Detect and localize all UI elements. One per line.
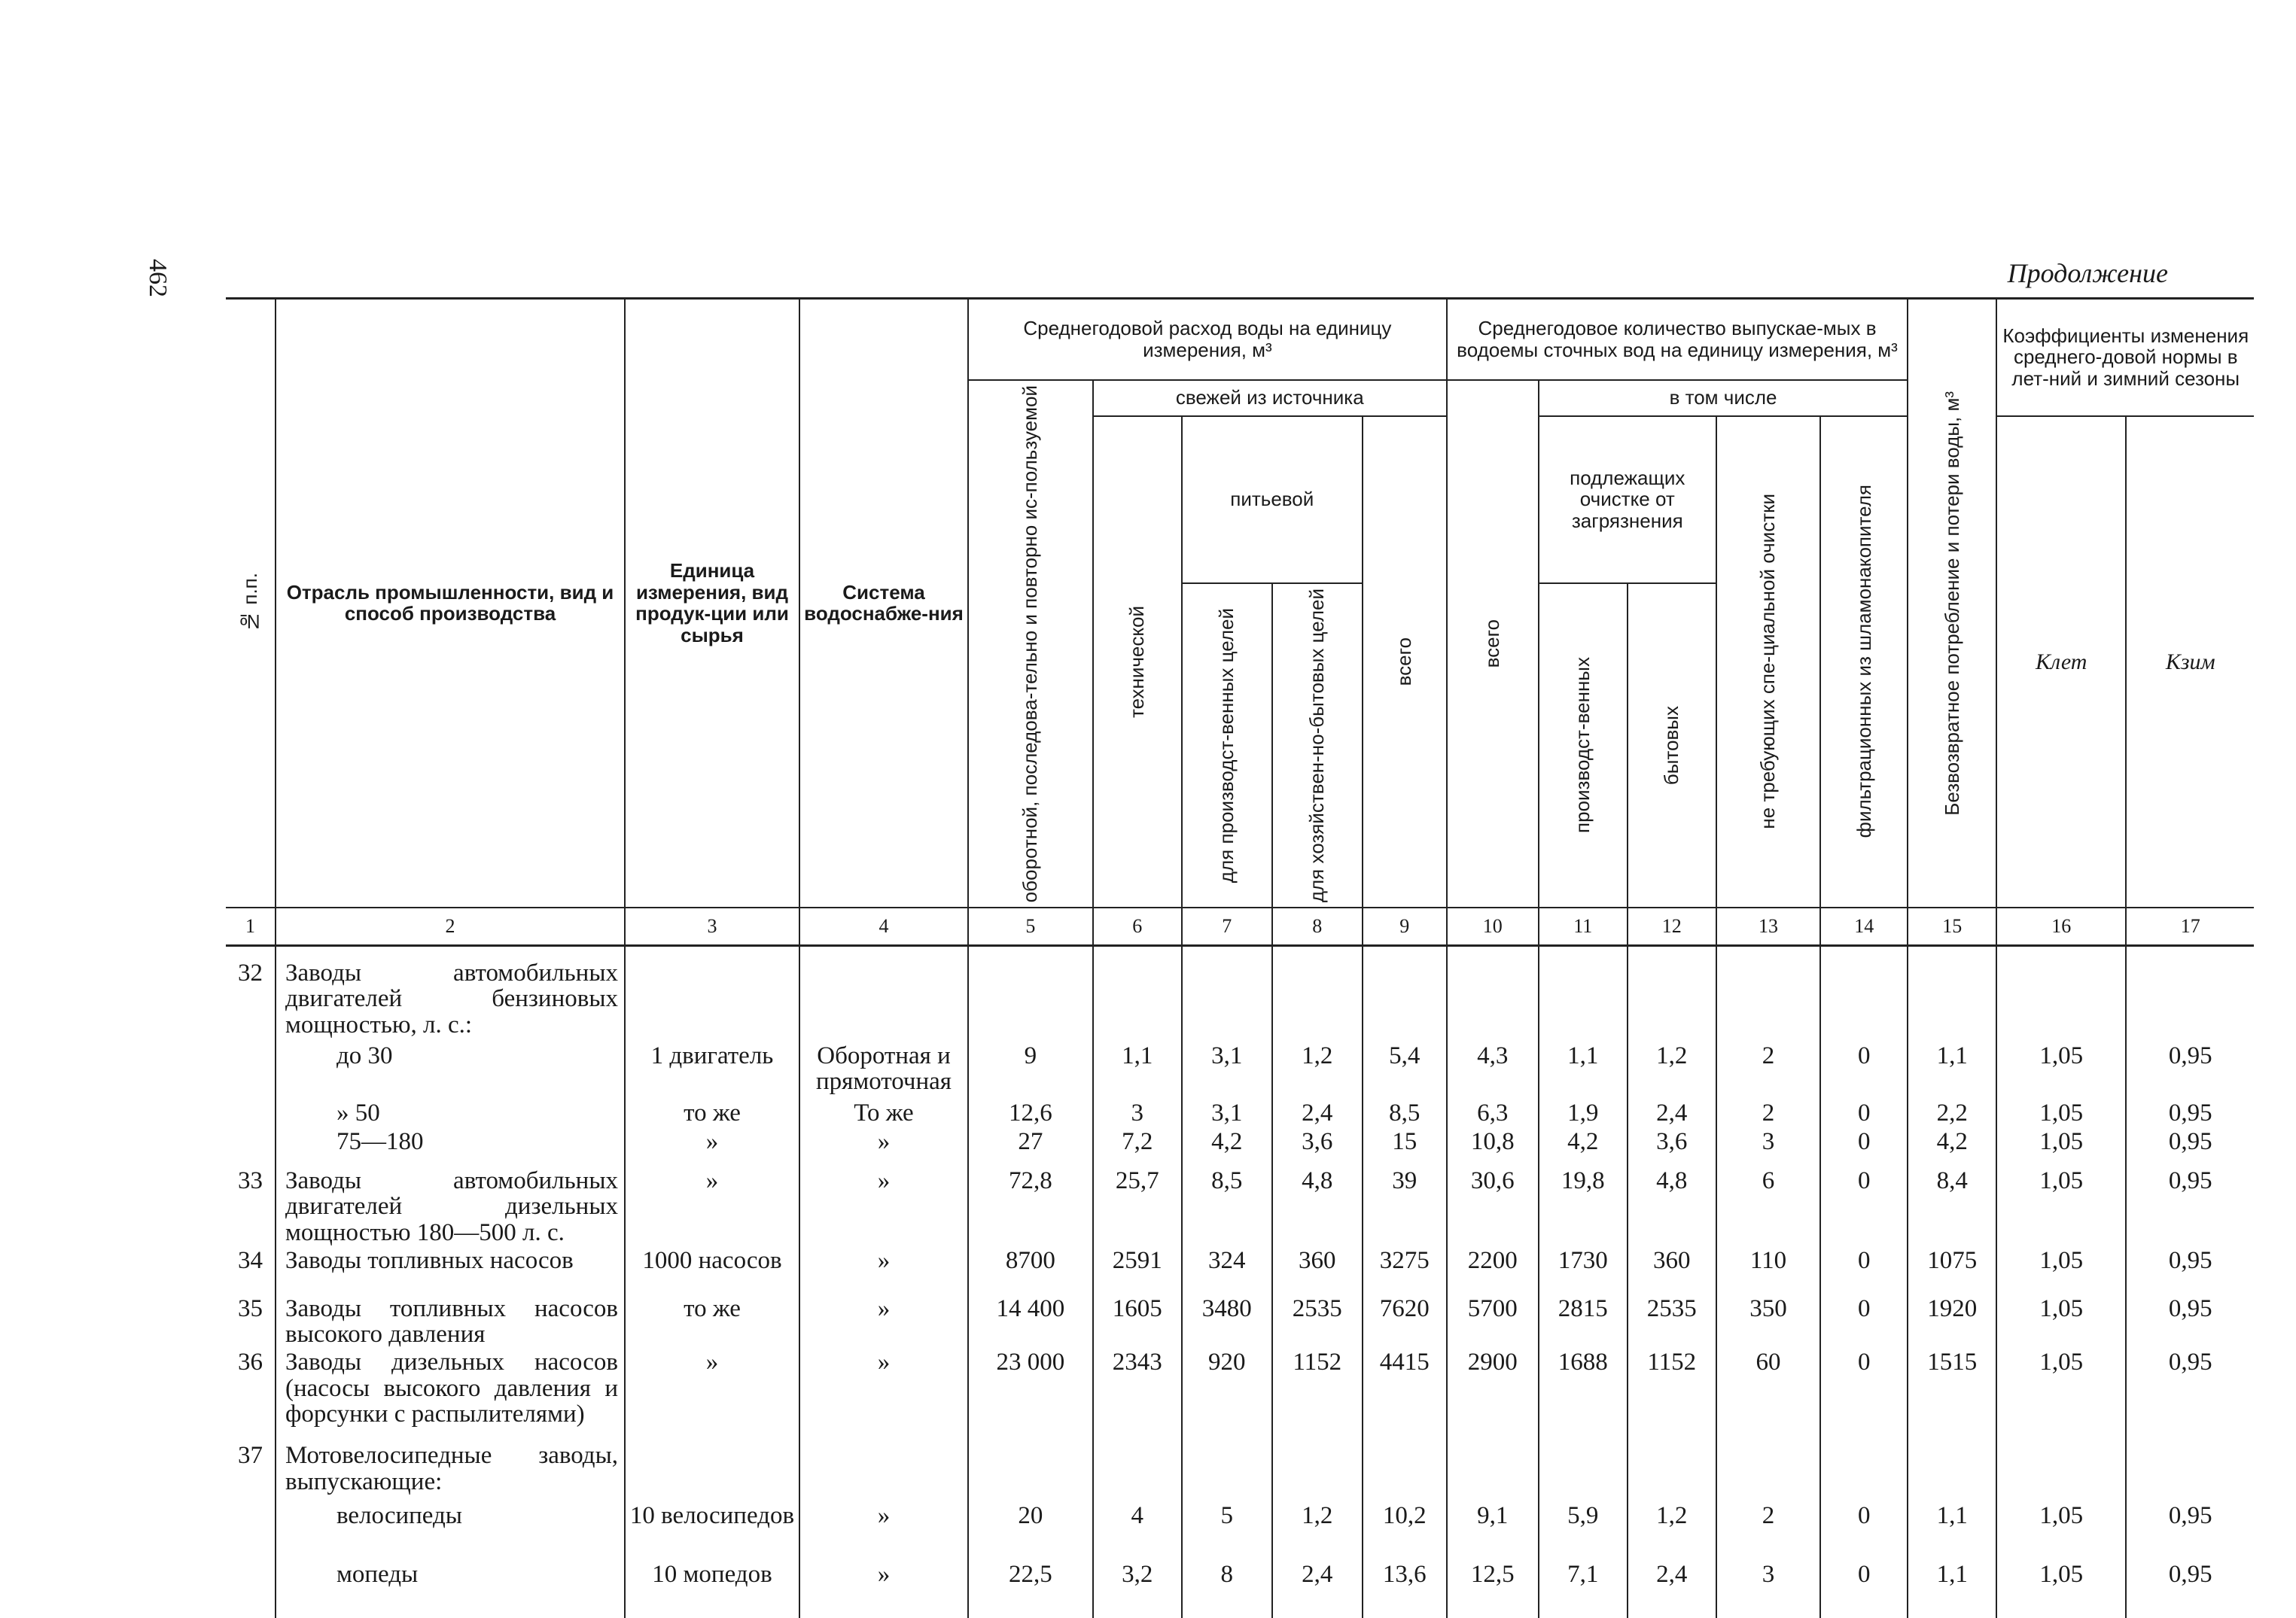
row-value: 1920	[1908, 1294, 1996, 1348]
table-row	[226, 1246, 2254, 1294]
row-value: 23 000	[968, 1348, 1093, 1441]
row-number	[226, 1501, 276, 1560]
col-number: 9	[1363, 908, 1447, 946]
row-value	[1363, 1441, 1447, 1501]
table-row	[226, 959, 2254, 1042]
row-number: 35	[238, 1294, 263, 1322]
row-value	[1093, 1441, 1182, 1501]
header-num: № п.п.	[226, 299, 276, 908]
row-industry: Заводы дизельных насосов (насосы высокого давления и форсунки с распылителями)	[276, 1348, 625, 1441]
row-value: 350	[1716, 1294, 1820, 1348]
row-value: 4415	[1363, 1348, 1447, 1441]
row-value	[1447, 1441, 1539, 1501]
row-value: 3,1	[1182, 1042, 1272, 1099]
row-value: 4	[1093, 1501, 1182, 1560]
row-value	[1908, 1441, 1996, 1501]
row-value	[1447, 959, 1539, 1042]
row-value: 15	[1363, 1127, 1447, 1166]
row-value: 2,4	[1628, 1099, 1716, 1127]
col-number: 15	[1908, 908, 1996, 946]
row-value: 1075	[1908, 1246, 1996, 1294]
header-water-use: Среднегодовой расход воды на единицу измерения, м³	[968, 299, 1447, 380]
row-value: 4,8	[1272, 1166, 1363, 1246]
row-value: 0	[1820, 1348, 1908, 1441]
row-value: 2815	[1539, 1294, 1628, 1348]
row-value: 1,05	[1996, 1294, 2126, 1348]
table-row	[226, 1099, 2254, 1127]
row-value: 8,5	[1182, 1166, 1272, 1246]
row-value: 6	[1716, 1166, 1820, 1246]
row-number: 33	[238, 1166, 263, 1194]
row-unit: то же	[625, 1294, 799, 1348]
row-value: 0	[1820, 1501, 1908, 1560]
row-value: 3	[1716, 1560, 1820, 1618]
row-value: 2	[1716, 1501, 1820, 1560]
header-fresh-total: всего	[1363, 416, 1447, 908]
col-number: 12	[1628, 908, 1716, 946]
row-system: »	[799, 1501, 968, 1560]
row-value: 6,3	[1447, 1099, 1539, 1127]
row-value: 1152	[1628, 1348, 1716, 1441]
table-row	[226, 1501, 2254, 1560]
row-unit: 1 двигатель	[625, 1042, 799, 1099]
col-number: 16	[1996, 908, 2126, 946]
row-value	[1539, 959, 1628, 1042]
row-value: 0,95	[2126, 1246, 2254, 1294]
row-system: Оборотная и прямоточная	[799, 1042, 968, 1099]
col-number: 17	[2126, 908, 2254, 946]
table-header	[226, 299, 2254, 946]
row-system	[799, 959, 968, 1042]
col-number: 4	[799, 908, 968, 946]
header-industrial: производст-венных	[1539, 583, 1628, 908]
row-unit: то же	[625, 1099, 799, 1127]
row-value: 2,4	[1272, 1099, 1363, 1127]
row-value: 1,1	[1539, 1042, 1628, 1099]
row-value: 1,2	[1272, 1042, 1363, 1099]
row-value: 0,95	[2126, 1560, 2254, 1618]
row-value: 3,6	[1628, 1127, 1716, 1166]
row-value: 1,2	[1628, 1501, 1716, 1560]
row-value	[1182, 1441, 1272, 1501]
row-system: »	[799, 1560, 968, 1618]
row-value: 1,2	[1272, 1501, 1363, 1560]
row-value	[1716, 1441, 1820, 1501]
row-value: 0,95	[2126, 1294, 2254, 1348]
row-value	[968, 1441, 1093, 1501]
row-value: 2535	[1628, 1294, 1716, 1348]
header-coeffs: Коэффициенты изменения среднего-довой нормы в лет-ний и зимний сезоны	[1996, 299, 2254, 416]
col-number: 8	[1272, 908, 1363, 946]
col-number: 5	[968, 908, 1093, 946]
row-value: 0	[1820, 1042, 1908, 1099]
row-number	[226, 1042, 276, 1099]
row-number: 37	[238, 1442, 263, 1470]
row-value: 3,2	[1093, 1560, 1182, 1618]
col-number: 11	[1539, 908, 1628, 946]
row-industry: Заводы автомобильных двигателей бензиновых мощностью, л. с.:	[276, 959, 625, 1042]
header-unit: Единица измерения, вид продук-ции или сырья	[625, 299, 799, 908]
row-value: 5700	[1447, 1294, 1539, 1348]
row-value: 0	[1820, 1294, 1908, 1348]
row-number: 34	[238, 1246, 263, 1274]
row-unit: 1000 насосов	[625, 1246, 799, 1294]
header-system: Система водоснабже-ния	[799, 299, 968, 908]
row-unit	[625, 959, 799, 1042]
row-value: 2900	[1447, 1348, 1539, 1441]
row-value: 360	[1272, 1246, 1363, 1294]
row-value: 2200	[1447, 1246, 1539, 1294]
row-system: »	[799, 1166, 968, 1246]
row-value: 0	[1820, 1560, 1908, 1618]
row-value: 3,6	[1272, 1127, 1363, 1166]
row-industry: Мотовелосипедные заводы, выпускающие:	[276, 1441, 625, 1501]
row-value: 1,1	[1908, 1042, 1996, 1099]
row-value: 1,05	[1996, 1246, 2126, 1294]
row-industry: 75—180	[276, 1127, 625, 1166]
row-value: 2,4	[1628, 1560, 1716, 1618]
col-number: 1	[226, 908, 276, 946]
row-value: 4,8	[1628, 1166, 1716, 1246]
row-system: »	[799, 1348, 968, 1441]
row-number	[226, 1127, 276, 1166]
row-value: 2535	[1272, 1294, 1363, 1348]
page-number: 462	[144, 259, 172, 297]
water-norms-table	[226, 297, 2254, 1618]
row-value: 4,2	[1539, 1127, 1628, 1166]
row-value: 2591	[1093, 1246, 1182, 1294]
row-value: 4,2	[1182, 1127, 1272, 1166]
row-value: 5	[1182, 1501, 1272, 1560]
header-including: в том числе	[1539, 380, 1908, 416]
row-value	[1628, 959, 1716, 1042]
row-value	[1908, 959, 1996, 1042]
row-value: 25,7	[1093, 1166, 1182, 1246]
table-body	[226, 945, 2254, 1617]
row-value: 0,95	[2126, 1348, 2254, 1441]
row-unit	[625, 1441, 799, 1501]
row-unit: 10 велосипедов	[625, 1501, 799, 1560]
table-row	[226, 1042, 2254, 1099]
row-system: »	[799, 1294, 968, 1348]
row-system: То же	[799, 1099, 968, 1127]
row-number	[226, 1099, 276, 1127]
row-value: 1,2	[1628, 1042, 1716, 1099]
row-industry: мопеды	[276, 1560, 625, 1618]
row-value: 3,1	[1182, 1099, 1272, 1127]
row-value: 8	[1182, 1560, 1272, 1618]
row-value: 5,9	[1539, 1501, 1628, 1560]
row-value: 9,1	[1447, 1501, 1539, 1560]
row-industry: Заводы автомобильных двигателей дизельных мощностью 180—500 л. с.	[276, 1166, 625, 1246]
row-value: 0	[1820, 1166, 1908, 1246]
row-value: 1,1	[1093, 1042, 1182, 1099]
table-row	[226, 1441, 2254, 1501]
header-technical: технической	[1093, 416, 1182, 908]
col-number: 10	[1447, 908, 1539, 946]
row-value	[1996, 959, 2126, 1042]
row-value: 8,4	[1908, 1166, 1996, 1246]
row-value: 1,1	[1908, 1501, 1996, 1560]
row-unit: »	[625, 1166, 799, 1246]
row-value	[1272, 959, 1363, 1042]
row-value: 1,05	[1996, 1560, 2126, 1618]
row-value: 5,4	[1363, 1042, 1447, 1099]
row-value: 1605	[1093, 1294, 1182, 1348]
row-value: 10,8	[1447, 1127, 1539, 1166]
row-value	[1272, 1441, 1363, 1501]
row-industry: велосипеды	[276, 1501, 625, 1560]
row-industry: Заводы топливных насосов высокого давления	[276, 1294, 625, 1348]
col-number: 14	[1820, 908, 1908, 946]
row-value: 920	[1182, 1348, 1272, 1441]
row-value: 7,1	[1539, 1560, 1628, 1618]
row-value	[1716, 959, 1820, 1042]
row-value	[1093, 959, 1182, 1042]
row-value	[1363, 959, 1447, 1042]
column-number-row	[226, 908, 2254, 946]
row-value: 360	[1628, 1246, 1716, 1294]
row-value: 2,2	[1908, 1099, 1996, 1127]
row-number: 32	[238, 959, 263, 987]
row-value: 9	[968, 1042, 1093, 1099]
row-value: 0,95	[2126, 1042, 2254, 1099]
row-value: 20	[968, 1501, 1093, 1560]
row-value: 27	[968, 1127, 1093, 1166]
header-to-treat: подлежащих очистке от загрязнения	[1539, 416, 1716, 583]
row-unit: »	[625, 1348, 799, 1441]
row-value: 3	[1093, 1099, 1182, 1127]
row-value: 8700	[968, 1246, 1093, 1294]
row-value: 7,2	[1093, 1127, 1182, 1166]
row-value: 60	[1716, 1348, 1820, 1441]
col-number: 2	[276, 908, 625, 946]
row-value: 4,3	[1447, 1042, 1539, 1099]
row-value	[2126, 1441, 2254, 1501]
row-value: 0,95	[2126, 1166, 2254, 1246]
row-value: 1688	[1539, 1348, 1628, 1441]
row-value	[1820, 1441, 1908, 1501]
row-industry: » 50	[276, 1099, 625, 1127]
col-number: 7	[1182, 908, 1272, 946]
row-value: 2,4	[1272, 1560, 1363, 1618]
header-drinking: питьевой	[1182, 416, 1363, 583]
row-value: 4,2	[1908, 1127, 1996, 1166]
row-value	[1996, 1441, 2126, 1501]
row-system: »	[799, 1246, 968, 1294]
header-k-summer: Kлет	[1996, 416, 2126, 908]
header-irrecoverable: Безвозвратное потребление и потери воды, м³	[1908, 299, 1996, 908]
col-number: 13	[1716, 908, 1820, 946]
header-no-treatment: не требующих спе-циальной очистки	[1716, 416, 1820, 908]
header-industry: Отрасль промышленности, вид и способ производства	[276, 299, 625, 908]
table-row	[226, 1166, 2254, 1246]
header-drinking-prod: для производст-венных целей	[1182, 583, 1272, 908]
row-value	[1820, 959, 1908, 1042]
header-drinking-household: для хозяйствен-но-бытовых целей	[1272, 583, 1363, 908]
row-value: 14 400	[968, 1294, 1093, 1348]
row-value: 10,2	[1363, 1501, 1447, 1560]
header-household: бытовых	[1628, 583, 1716, 908]
row-value: 1730	[1539, 1246, 1628, 1294]
row-value: 22,5	[968, 1560, 1093, 1618]
row-value: 2	[1716, 1099, 1820, 1127]
row-value: 1,05	[1996, 1099, 2126, 1127]
row-value: 30,6	[1447, 1166, 1539, 1246]
row-value: 1,1	[1908, 1560, 1996, 1618]
row-value: 3	[1716, 1127, 1820, 1166]
row-value: 3480	[1182, 1294, 1272, 1348]
row-value: 0,95	[2126, 1501, 2254, 1560]
row-value: 0	[1820, 1127, 1908, 1166]
header-k-winter: Kзим	[2126, 416, 2254, 908]
row-number: 36	[238, 1349, 263, 1376]
row-unit: 10 мопедов	[625, 1560, 799, 1618]
table-row	[226, 1127, 2254, 1166]
row-value: 1,05	[1996, 1501, 2126, 1560]
row-value: 39	[1363, 1166, 1447, 1246]
row-number	[226, 1560, 276, 1618]
row-value: 0	[1820, 1246, 1908, 1294]
row-value	[2126, 959, 2254, 1042]
row-system: »	[799, 1127, 968, 1166]
header-discharge-total: всего	[1447, 380, 1539, 908]
row-value: 1152	[1272, 1348, 1363, 1441]
row-value: 3275	[1363, 1246, 1447, 1294]
col-number: 3	[625, 908, 799, 946]
row-value: 7620	[1363, 1294, 1447, 1348]
row-system	[799, 1441, 968, 1501]
row-value: 324	[1182, 1246, 1272, 1294]
row-value	[1182, 959, 1272, 1042]
row-value: 0	[1820, 1099, 1908, 1127]
row-value: 0,95	[2126, 1099, 2254, 1127]
row-industry: Заводы топливных насосов	[276, 1246, 625, 1294]
row-value: 12,5	[1447, 1560, 1539, 1618]
row-value: 0,95	[2126, 1127, 2254, 1166]
row-value	[1539, 1441, 1628, 1501]
row-value	[968, 959, 1093, 1042]
row-value: 110	[1716, 1246, 1820, 1294]
row-value: 1,05	[1996, 1348, 2126, 1441]
water-norms-table-wrap	[226, 297, 2254, 1618]
table-row	[226, 1348, 2254, 1441]
row-unit: »	[625, 1127, 799, 1166]
row-value: 1,05	[1996, 1166, 2126, 1246]
row-value: 1,05	[1996, 1127, 2126, 1166]
row-value: 2	[1716, 1042, 1820, 1099]
row-value: 1515	[1908, 1348, 1996, 1441]
row-value: 12,6	[968, 1099, 1093, 1127]
continuation-label: Продолжение	[2007, 258, 2168, 288]
row-value: 1,05	[1996, 1042, 2126, 1099]
header-discharge: Среднегодовое количество выпускае-мых в водоемы сточных вод на единицу измерения, м³	[1447, 299, 1908, 380]
row-value: 13,6	[1363, 1560, 1447, 1618]
row-value: 2343	[1093, 1348, 1182, 1441]
header-filtration: фильтрационных из шламонакопителя	[1820, 416, 1908, 908]
header-fresh: свежей из источника	[1093, 380, 1447, 416]
table-row	[226, 1560, 2254, 1618]
row-value: 8,5	[1363, 1099, 1447, 1127]
row-industry: до 30	[276, 1042, 625, 1099]
row-value: 72,8	[968, 1166, 1093, 1246]
col-number: 6	[1093, 908, 1182, 946]
row-value	[1628, 1441, 1716, 1501]
row-value: 19,8	[1539, 1166, 1628, 1246]
header-recycled: оборотной, последова-тельно и повторно ис-пользуемой	[968, 380, 1093, 908]
row-value: 1,9	[1539, 1099, 1628, 1127]
table-row	[226, 1294, 2254, 1348]
